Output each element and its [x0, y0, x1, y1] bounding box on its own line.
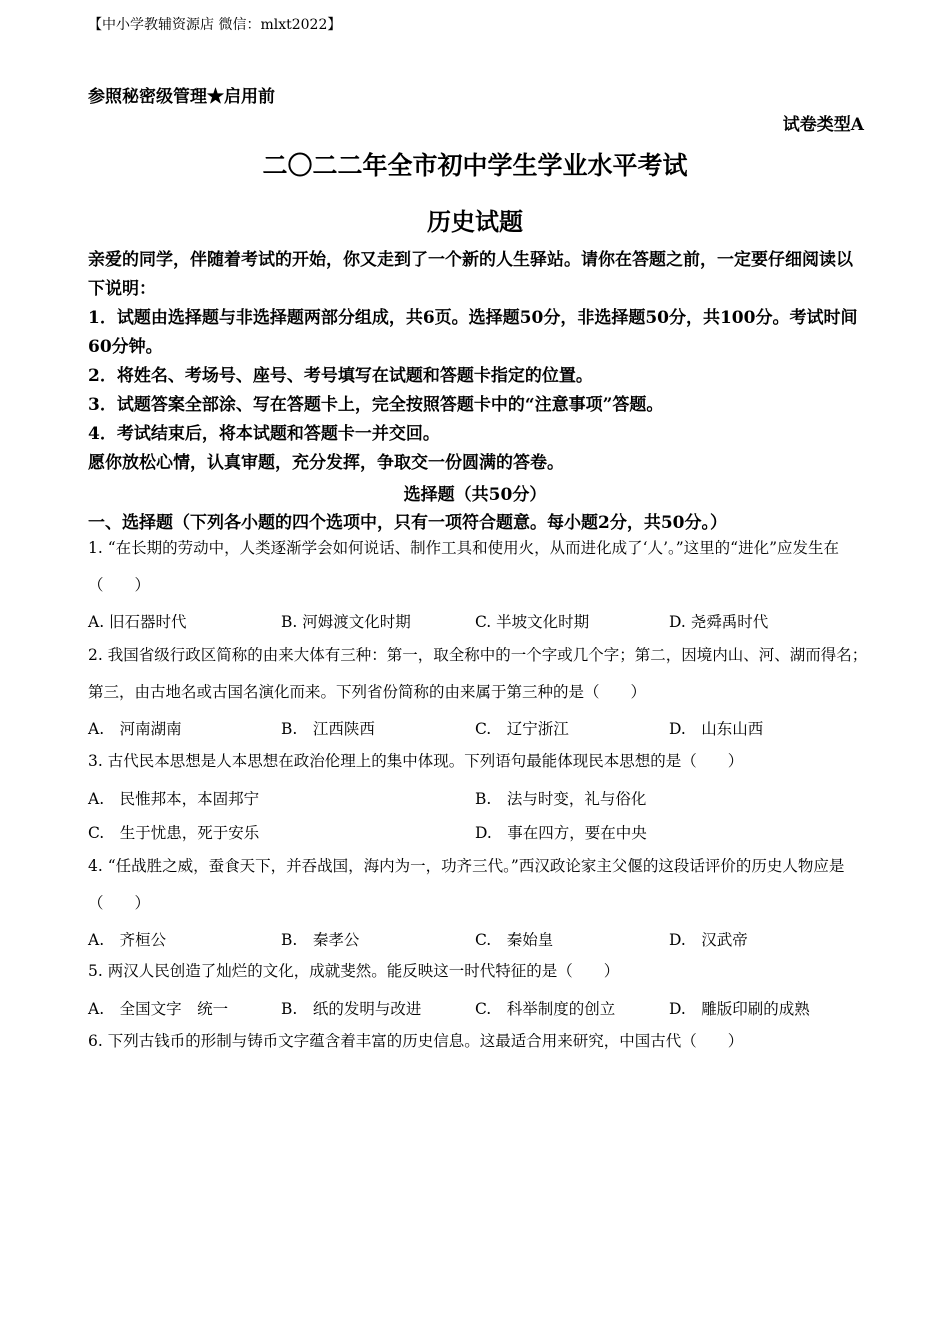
question-5-stem: 5. 两汉人民创造了灿烂的文化，成就斐然。能反映这一时代特征的是（ ）: [88, 962, 620, 980]
question-3-option-a: A. 民惟邦本，本固邦宁: [88, 790, 260, 808]
secret-level-label: 参照秘密级管理★启用前: [88, 87, 275, 107]
question-4-option-d: D. 汉武帝: [669, 931, 748, 949]
instruction-item: 1．试题由选择题与非选择题两部分组成，共6页。选择题50分，非选择题50分，共100分。考试时间60分钟。: [88, 308, 858, 357]
question-3-option-c: C. 生于忧患，死于安乐: [88, 824, 260, 842]
watermark-text: 【中小学教辅资源店 微信：mlxt2022】: [88, 17, 342, 33]
instruction-item: 2．将姓名、考场号、座号、考号填写在试题和答题卡指定的位置。: [88, 366, 593, 386]
question-4-option-c: C. 秦始皇: [475, 931, 554, 949]
question-5-option-d: D. 雕版印刷的成熟: [669, 1000, 810, 1018]
question-1-option-b: B. 河姆渡文化时期: [281, 613, 411, 631]
paper-type-label: 试卷类型A: [782, 115, 864, 135]
question-3-option-d: D. 事在四方，要在中央: [475, 824, 647, 842]
question-2-stem: 2. 我国省级行政区简称的由来大体有三种：第一，取全称中的一个字或几个字；第二，因境内山、河、湖而得名；第三，由古地名或古国名演化而来。下列省份简称的由来属于第三种的是（ ）: [88, 646, 868, 701]
question-2-option-c: C. 辽宁浙江: [475, 720, 569, 738]
question-1-option-a: A. 旧石器时代: [88, 613, 187, 631]
exam-title: 二〇二二年全市初中学生学业水平考试: [262, 151, 688, 180]
subject-title: 历史试题: [427, 207, 523, 236]
instructions: [88, 246, 868, 478]
instruction-item: 4．考试结束后，将本试题和答题卡一并交回。: [88, 424, 440, 444]
part-title: 一、选择题（下列各小题的四个选项中，只有一项符合题意。每小题2分，共50分。）: [88, 513, 727, 533]
question-6-stem: 6. 下列古钱币的形制与铸币文字蕴含着丰富的历史信息。这最适合用来研究，中国古代（ ）: [88, 1032, 744, 1050]
instruction-item: 3．试题答案全部涂、写在答题卡上，完全按照答题卡中的“注意事项”答题。: [88, 395, 664, 415]
question-2-option-d: D. 山东山西: [669, 720, 764, 738]
instruction-closing: 愿你放松心情，认真审题，充分发挥，争取交一份圆满的答卷。: [88, 453, 564, 473]
question-5-option-a: A. 全国文字 统一: [88, 1000, 229, 1018]
instruction-greeting: 亲爱的同学，伴随着考试的开始，你又走到了一个新的人生驿站。请你在答题之前，一定要仔细阅读以下说明：: [88, 250, 853, 299]
question-4-option-a: A. 齐桓公: [88, 931, 167, 949]
question-3-option-b: B. 法与时变，礼与俗化: [475, 790, 647, 808]
question-3-stem: 3. 古代民本思想是人本思想在政治伦理上的集中体现。下列语句最能体现民本思想的是（ ）: [88, 752, 744, 770]
section-title: 选择题（共50分）: [403, 485, 547, 505]
question-1-stem: 1. “在长期的劳动中，人类逐渐学会如何说话、制作工具和使用火，从而进化成了‘人’。”这里的“进化”应发生在（ ）: [88, 539, 840, 594]
question-2-option-b: B. 江西陕西: [281, 720, 375, 738]
question-5-option-b: B. 纸的发明与改进: [281, 1000, 422, 1018]
question-1-option-d: D. 尧舜禹时代: [669, 613, 769, 631]
question-5-option-c: C. 科举制度的创立: [475, 1000, 616, 1018]
question-1-option-c: C. 半坡文化时期: [475, 613, 590, 631]
question-4-option-b: B. 秦孝公: [281, 931, 360, 949]
question-2-option-a: A. 河南湖南: [88, 720, 182, 738]
question-4-stem: 4. “任战胜之威，蚕食天下，并吞战国，海内为一，功齐三代。”西汉政论家主父偃的这段话评价的历史人物应是（ ）: [88, 857, 845, 912]
